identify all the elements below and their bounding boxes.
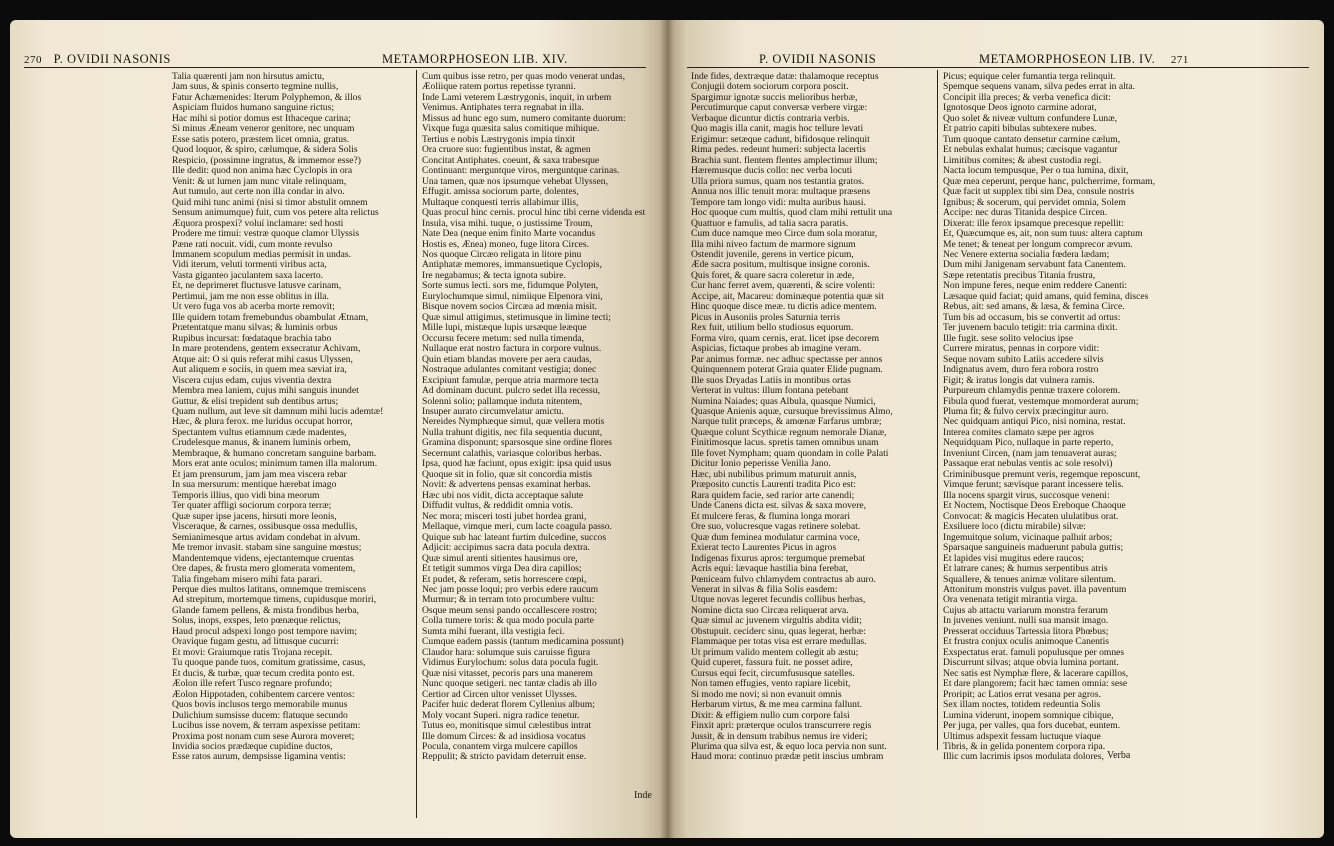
verse-line: Ulla priora sumus, quam nos testantia gratos. <box>691 176 865 187</box>
verse-line: Annua nos illic tenuit mora: multaque præsens <box>691 187 871 198</box>
verse-line: Ad strepitum, mortemque timens, cupidusque moriri, <box>172 595 377 606</box>
verse-line: Convocat: & magicis Hecaten ululatibus orat. <box>943 511 1119 522</box>
verse-line: Hinc quoque disce meæ. tu dictis adice mentem. <box>691 302 877 313</box>
verse-line: Novit: & advertens pensas examinat herbas. <box>422 480 591 491</box>
verse-line: Plurima qua silva est, & equo loca pervia non sunt. <box>691 742 887 752</box>
verse-line: Dixerat: ille ferox ipsamque precesque repellit: <box>943 218 1124 229</box>
verse-line: Ingemuitque solum, vicinaque palluit arbos; <box>943 532 1113 543</box>
verse-line: Ultimus adspexit fessam luctuque viaque <box>943 731 1101 742</box>
verse-line: Et Noctem, Noctisque Deos Ereboque Chaoque <box>943 501 1126 512</box>
verse-line: Illa mihi niveo factum de marmore signum <box>691 239 856 250</box>
verse-line: Cur hanc ferret avem, quærenti, & scire volenti: <box>691 281 876 292</box>
catchword: Inde <box>634 790 652 801</box>
verse-line: Cursus equi fecit, circumfususque satelles. <box>691 668 855 679</box>
verse-line: Me tenet; & teneat per longum comprecor ævum. <box>943 239 1133 250</box>
verse-line: Diffudit vultus, & reddidit omnia votis. <box>422 501 573 512</box>
verse-line: Membraque, & humano concretam sanguine barbam. <box>172 448 377 459</box>
verse-line: Et lapides visi mugitus edere raucos; <box>943 553 1084 564</box>
verse-line: Nec mora; misceri tosti jubet hordea grani, <box>422 511 587 522</box>
header-rule <box>24 67 646 68</box>
verse-line: Non tamen effugies, vento rapiare licebit, <box>691 679 851 690</box>
verse-line: Seque novam subito Latiis accedere silvis <box>943 354 1104 365</box>
catchword: Verba <box>1107 750 1131 761</box>
verse-line: Temporis illius, quo vidi bina meorum <box>172 490 320 501</box>
verse-line: Erigimur: setæque cadunt, bifidosque relinquit <box>691 134 870 145</box>
verse-line: Cujus ab attactu variarum monstra ferarum <box>943 605 1108 616</box>
verse-line: Quid cuperet, fassura fuit. ne posset adire, <box>691 658 853 669</box>
verse-line: Tum quoque cantato densetur carmine cælum, <box>943 134 1121 145</box>
verse-line: Sensum animumque) fuit, cum vos petere alta relictus <box>172 208 379 219</box>
verse-line: Ut primum valido mentem collegit ab æstu; <box>691 647 859 658</box>
verse-line: Multaque conquesti terris allabimur illis, <box>422 197 579 208</box>
verse-line: Quæ simul ac juvenem virgultis abdita vidit; <box>691 616 862 627</box>
verse-line: Tutus eo, monitisque simul cælestibus intrat <box>422 721 592 732</box>
verse-line: Perque dies multos latitans, omnemque tremiscens <box>172 584 366 595</box>
verse-line: Et patrio capiti bibulas subtexere nubes. <box>943 124 1097 135</box>
verse-line: Oravique fugam gestu, ad littusque cucurri: <box>172 637 339 648</box>
verse-line: Æde sacra positum, multisque insigne coronis. <box>691 260 870 271</box>
verse-line: Ore suo, volucresque vagas retinere solebat. <box>691 522 861 533</box>
verse-line: Ire negabamus; & tecta ignota subire. <box>422 270 566 281</box>
verse-line: Una tamen, quæ nos ipsumque vehebat Ulyssen, <box>422 176 608 187</box>
verse-column-b <box>943 72 1187 763</box>
page-number: 270 <box>24 54 42 66</box>
verse-line: Ora venenata tetigit mirantia virga. <box>943 595 1078 606</box>
verse-line: Vidimus Eurylochum: solus data pocula fugit. <box>422 658 599 669</box>
verse-line: Quasque Anienis aquæ, cursuque brevissimus Almo, <box>691 407 893 417</box>
verse-line: Pæne rati nocuit. vidi, cum monte revulso <box>172 239 333 250</box>
verse-line: Rara quidem facie, sed rarior arte canendi; <box>691 490 855 501</box>
verse-line: Immanem scopulum medias permisit in undas. <box>172 249 352 260</box>
verse-line: Dulichium sumsisse ducem: flatuque secundo <box>172 710 348 721</box>
verse-line: Concitat Antiphates. coeunt, & saxa trabesque <box>422 155 600 166</box>
verse-line: Nos quoque Circæo religata in litore pinu <box>422 249 582 260</box>
verse-line: Nomine dicta suo Circæa reliquerat arva. <box>691 605 849 616</box>
verse-line: Hæc, & plura ferox. me luridus occupat horror, <box>172 417 353 428</box>
verse-line: Solus, inops, exspes, leto pœnæque relictus, <box>172 616 341 627</box>
verse-line: Venimus. Antiphates terra regnabat in illa. <box>422 103 584 114</box>
verse-line: Cumque eadem passis (tantum medicamina possunt) <box>422 637 624 648</box>
verse-line: Effugit. amissa sociorum parte, dolentes, <box>422 187 579 198</box>
book-gutter <box>660 20 674 838</box>
verse-line: Pacifer huic dederat florem Cyllenius album; <box>422 700 595 711</box>
verse-line: Narque tulit præceps, & amœnæ Farfarus umbræ; <box>691 417 882 428</box>
verse-line: Squallere, & tenues animæ volitare silentum. <box>943 574 1116 585</box>
verse-line: Passaque erat nebulas ventis ac sole resolvi) <box>943 459 1113 470</box>
running-head-title: METAMORPHOSEON LIB. XIV. <box>382 52 568 66</box>
verse-line: Inde Lami veterem Læstrygonis, inquit, in urbem <box>422 92 612 103</box>
verse-line: Æolon Hippotaden, cohibentem carcere ventos: <box>172 689 355 700</box>
verse-line: Conjugii dotem sociorum corpora poscit. <box>691 82 849 93</box>
verse-line: Fibula quod fuerat, vestemque momorderat aurum; <box>943 396 1139 407</box>
verse-line: Ignibus; & socerum, qui pervidet omnia, Solem <box>943 197 1126 208</box>
verse-line: Nulla trahunt digitis, nec fila sequentia ducunt, <box>422 427 603 438</box>
verse-line: Nacta locum tempusque, Per o tua lumina, dixit, <box>943 166 1129 177</box>
verse-line: Gramina disponunt; sparsosque sine ordine flores <box>422 438 612 449</box>
verse-line: Hæc ubi nos vidit, dicta acceptaque salute <box>422 490 584 501</box>
verse-line: Et movi: Graiumque ratis Trojana recepit. <box>172 647 333 658</box>
verse-line: Guttur, & elisi trepident sub dentibus artus; <box>172 396 339 407</box>
verse-line: Verbaque dicuntur dictis contraria verbis. <box>691 113 850 124</box>
verse-line: Limitibus comites; & abest custodia regi. <box>943 155 1102 166</box>
verse-line: Et ducis, & turbæ, quæ tecum credita ponto est. <box>172 668 355 679</box>
verse-line: Nec Venere externa socialia fœdera lædam; <box>943 249 1110 260</box>
verse-line: Presserat occiduus Tartessia litora Phœbus; <box>943 626 1109 637</box>
verse-line: Solenni solio; pallamque induta nitentem, <box>422 396 583 407</box>
verse-line: Sex illam noctes, totidem redeuntia Solis <box>943 700 1101 711</box>
verse-line: Sorte sumus lecti. sors me, fidumque Polyten, <box>422 281 599 292</box>
verse-line: Vasta giganteo jaculantem saxa lacerto. <box>172 270 324 281</box>
column-divider <box>937 70 938 750</box>
verse-line: Hæremusque ducis collo: nec verba locuti <box>691 166 853 177</box>
verse-line: Utque novas legeret fecundis collibus herbas, <box>691 595 866 606</box>
verse-line: Indignatus avem, duro fera robora rostro <box>943 365 1099 376</box>
verse-line: Atque ait: O si quis referat mihi casus Ulyssen, <box>172 354 353 365</box>
verse-line: Continuant: merguntque viros, merguntque carinas. <box>422 166 620 177</box>
verse-line: Insula, visa mihi. tuque, o justissime Troum, <box>422 218 593 229</box>
verse-line: Hoc quoque cum multis, quod clam mihi rettulit una <box>691 208 893 219</box>
verse-line: Et nebulas exhalat humus; cæcisque vagantur <box>943 145 1118 156</box>
verse-line: Nec jam posse loqui; pro verbis edere raucum <box>422 584 599 595</box>
verse-line: Me tremor invasit. stabam sine sanguine mœstus; <box>172 543 362 554</box>
verse-line: Crudelesque manus, & inanem luminis orbem, <box>172 438 351 449</box>
verse-line: Nunc quoque setigeri. nec tantæ cladis ab illo <box>422 679 597 690</box>
verse-line: Forma viro, quam cernis, erat. licet ipse decorem <box>691 333 880 344</box>
verse-line: Venerat in silvas & filia Solis easdem: <box>691 584 838 595</box>
verse-line: Aspicias, fictaque probes ab imagine veram. <box>691 344 862 355</box>
verse-line: Ille fugit. sese solito velocius ipse <box>943 333 1074 344</box>
verse-line: Herbarum virtus, & me mea carmina fallunt. <box>691 700 863 711</box>
verse-line: Quæ facit ut supplex tibi sim Dea, consule nostris <box>943 187 1135 198</box>
verse-line: Quique sub hac lateant furtim dulcedine, succos <box>422 532 607 543</box>
verse-line: Rex fuit, utilium bello studiosus equorum. <box>691 323 854 334</box>
verse-line: Vimque ferunt; sævisque parant incessere telis. <box>943 480 1124 491</box>
verse-line: Lucibus isse novem, & terram aspexisse petitam: <box>172 721 361 732</box>
verse-line: Quin etiam blandas movere per aera caudas, <box>422 354 592 365</box>
verse-line: Criminibusque premunt veris, regemque reposcunt, <box>943 469 1141 480</box>
verse-line: Certior ad Circen ultor venisset Ulysses. <box>422 689 578 700</box>
verse-line: Prætentatque manu silvas; & luminis orbus <box>172 323 338 334</box>
verse-line: Per juga, per valles, qua fors ducebat, euntem. <box>943 721 1121 732</box>
verse-line: Aut tumulo, aut certe non illa condar in alvo. <box>172 187 345 198</box>
verse-line: Jam suus, & spinis conserto tegmine nullis, <box>172 82 339 93</box>
verse-line: Et pudet, & referam, setis horrescere cœpi, <box>422 574 587 585</box>
left-page-number-and-head <box>24 52 171 67</box>
verse-line: Quæ mea ceperunt, perque hanc, pulcherrime, formam, <box>943 176 1156 187</box>
verse-line: Unde Canens dicta est. silvas & saxa movere, <box>691 501 867 512</box>
verse-line: Purpureum chlamydis pennæ traxere colorem. <box>943 386 1121 397</box>
verse-line: Illic cum lacrimis ipsos modulata dolores, <box>943 752 1104 763</box>
verse-line: In juvenes veniunt. nulli sua mansit imago. <box>943 616 1109 627</box>
verse-line: Et tetigit summos virga Dea dira capillos; <box>422 564 582 575</box>
verse-line: Ille dedit: quod non anima hæc Cyclopis in ora <box>172 166 353 177</box>
verse-line: Quis foret, & quare sacra coleretur in æde, <box>691 270 855 281</box>
verse-line: Ter juvenem baculo tetigit: tria carmina dixit. <box>943 323 1118 334</box>
verse-line: Tibris, & in gelida ponentem corpora ripa. <box>943 742 1106 752</box>
verse-line: Quinquennem poterat Graia quater Elide pugnam. <box>691 365 883 376</box>
verse-line: Moly vocant Superi. nigra radice tenetur. <box>422 710 580 721</box>
verse-line: Hac mihi si potior domus est Ithaceque carina; <box>172 113 351 124</box>
verse-line: Glande famem pellens, & mista frondibus herba, <box>172 605 360 616</box>
verse-line: Nec quidquam antiqui Pico, nisi nomina, restat. <box>943 417 1126 428</box>
verse-line: Et frustra conjux oculis animoque Canentis <box>943 637 1109 648</box>
verse-line: Picus in Ausoniis proles Saturnia terris <box>691 312 840 323</box>
verse-line: Insuper aurato circumvelatur amictu. <box>422 407 564 417</box>
verse-line: Nec satis est Nymphæ flere, & lacerare capillos, <box>943 668 1129 679</box>
verse-line: Nostraque adulantes comitant vestigia; donec <box>422 365 597 376</box>
verse-line: Mors erat ante oculos; minimum tamen illa malorum. <box>172 459 378 470</box>
verse-line: Mellaque, vimque meri, cum lacte coagula passo. <box>422 522 612 533</box>
verse-line: Ille domum Circes: & ad insidiosa vocatus <box>422 731 586 742</box>
page-number: 271 <box>1170 54 1189 66</box>
verse-line: Et, Quæcumque es, ait, non sum tuus: altera captum <box>943 229 1143 240</box>
verse-line: Pœniceam fulvo chlamydem contractus ab auro. <box>691 574 876 585</box>
verse-line: Æquora prospexi? voluí inclamare: sed hosti <box>172 218 344 229</box>
verse-line: Proripit; ac Latios errat vesana per agros. <box>943 689 1101 700</box>
verse-line: Numina Naiades; quas Albula, quasque Numici, <box>691 396 876 407</box>
verse-line: Nate Dea (neque enim finito Marte vocandus <box>422 229 596 240</box>
verse-line: Ter quater affligi sociorum corpora terræ; <box>172 501 332 512</box>
verse-line: Rima pedes. redeunt humeri: subjecta lacertis <box>691 145 866 156</box>
verse-line: Colla tumere toris: & qua modo pocula parte <box>422 616 594 627</box>
verse-line: Si minus Æneam veneror genitore, nec unquam <box>172 124 355 135</box>
verse-line: Rupibus incursat: fœdataque brachia tabo <box>172 333 332 344</box>
verse-line: Claudor hara: solumque suis caruisse figura <box>422 647 591 658</box>
verse-line: Quattuor e famulis, ad talia sacra paratis. <box>691 218 849 229</box>
verse-line: Proxima post nonam cum sese Aurora moveret; <box>172 731 355 742</box>
verse-line: Ora cruore suo: fugientibus instat, & agmen <box>422 145 591 156</box>
verse-line: Inde fides, dextræque datæ: thalamoque receptus <box>691 72 879 82</box>
verse-line: Quod loquor, & spiro, cælumque, & sidera Solis <box>172 145 358 156</box>
verse-line: Esse satis potero, præstem licet omnia, gratus. <box>172 134 350 145</box>
verse-line: Finitimosque lacus. spretis tamen omnibus unam <box>691 438 879 449</box>
verse-line: Quam nullum, aut leve sit damnum mihi lucis ademtæ! <box>172 407 384 417</box>
verse-line: Quo magis illa canit, magis hoc tellure levati <box>691 124 864 135</box>
verse-line: Quæ simul attigimus, stetimusque in limine tecti; <box>422 312 611 323</box>
verse-line: Percutimurque caput conversæ verbere virgæ: <box>691 103 868 114</box>
verse-line: Sæpe retentatis precibus Titania frustra, <box>943 270 1096 281</box>
verse-line: Secernunt calathis, variasque coloribus herbas. <box>422 448 602 459</box>
verse-line: Membra mea laniem, cujus mihi sanguis inundet <box>172 386 359 397</box>
verse-line: Æolon ille refert Tusco regnare profundo; <box>172 679 333 690</box>
verse-column-a <box>691 72 935 763</box>
verse-line: Acris equi: lævaque hastilia bina ferebat, <box>691 564 849 575</box>
verse-line: Quæ nisi vitasset, pecoris pars una manerem <box>422 668 593 679</box>
verse-line: Esse ratos aurum, dempsisse ligamina ventis: <box>172 752 346 763</box>
verse-line: Missus ad hunc ego sum, numero comitante duorum: <box>422 113 626 124</box>
verse-line: Quæ super ipse jacens, hirsuti more leonis, <box>172 511 337 522</box>
verse-line: Par animus formæ. nec adhuc spectasse per annos <box>691 354 883 365</box>
verse-line: Occursu fecere metum: sed nulla timenda, <box>422 333 584 344</box>
verse-line: Ille quidem totam fremebundus obambulat Ætnam, <box>172 312 369 323</box>
verse-line: Dum mihi Janigenam servabunt fata Canentem. <box>943 260 1126 271</box>
verse-line: Inveniunt Circen, (nam jam tenuaverat auras; <box>943 448 1117 459</box>
verse-line: Vidi iterum, veluti tormenti viribus acta, <box>172 260 327 271</box>
verse-line: Ille suos Dryadas Latiis in montibus ortas <box>691 375 851 386</box>
verse-line: Ipsa, quod hæ faciunt, opus exigit: ipsa quid usus <box>422 459 612 470</box>
verse-line: Præposito cunctis Laurenti tradita Pico est: <box>691 480 856 491</box>
verse-line: Non impune feres, neque enim reddere Canenti: <box>943 281 1128 292</box>
verse-line: Sumta mihi fuerant, illa vestigia feci. <box>422 626 565 637</box>
verse-line: Bisque novem socios Circæa ad mœnia misit. <box>422 302 598 313</box>
verse-line: Jussit, & in densum trabibus nemus ire videri; <box>691 731 868 742</box>
verse-line: Accipe, ait, Macareu: dominæque potentia quæ sit <box>691 291 884 302</box>
verse-line: Ille fovet Nympham; quam quondam in colle Palati <box>691 448 889 459</box>
verse-line: Tu quoque pande tuos, comitum gratissime, casus, <box>172 658 366 669</box>
verse-line: Indigenas fixurus apros: tergumque premebat <box>691 553 866 564</box>
verse-line: Exspectatus erat. famuli populusque per omnes <box>943 647 1125 658</box>
verse-line: Quid mihi tunc animi (nisi si timor abstulit omnem <box>172 197 368 208</box>
verse-line: Spargimur ignotæ succis melioribus herbæ, <box>691 92 858 103</box>
verse-line: In sua mersurum: mentique hærebat imago <box>172 480 337 491</box>
verse-line: Quæ simul arenti sitientes hausimus ore, <box>422 553 578 564</box>
running-head-author: P. OVIDII NASONIS <box>759 52 877 66</box>
verse-line: Æoliique ratem portus repetisse tyranni. <box>422 82 576 93</box>
verse-line: Eurylochumque simul, nimiique Elpenora vini, <box>422 291 603 302</box>
verse-line: Aut aliquem e sociis, in quem mea sæviat ira, <box>172 365 347 376</box>
verse-line: Respicio, (possimne ingratus, & immemor esse?) <box>172 155 361 166</box>
left-page <box>10 20 667 838</box>
verse-line: Brachia sunt. flentem flentes amplectimur illum; <box>691 155 878 166</box>
verse-line: Venit: & ut lumen jam nunc vitale relinquam, <box>172 176 347 187</box>
verse-line: Sparsaque sanguineis maduerunt pabula guttis; <box>943 543 1124 554</box>
verse-line: Pluma fit; & fulvo cervix præcingitur auro. <box>943 407 1109 417</box>
verse-line: Et dare plangorem; facit hæc tamen omnia: sese <box>943 679 1128 690</box>
running-head-author: P. OVIDII NASONIS <box>53 52 171 66</box>
verse-line: Haud mora: continuo prædæ petit inscius umbram <box>691 752 884 763</box>
verse-line: Invidia socios prædæque cupidine ductos, <box>172 742 333 752</box>
verse-line: Pertimui, jam me non esse oblitus in illa. <box>172 291 329 302</box>
verse-line: Ostendit juvenile, gerens in vertice picum, <box>691 249 854 260</box>
verse-line: Ignotosque Deos ignoto carmine adorat, <box>943 103 1097 114</box>
verse-line: Spemque sequens vanam, silva pedes errat in alta. <box>943 82 1136 93</box>
verse-line: Adjicit: accipimus sacra data pocula dextra. <box>422 543 590 554</box>
verse-line: Verterat in vultus: illum fontana petebant <box>691 386 849 397</box>
verse-line: Quas procul hinc cernis. procul hinc tibi cerne videnda est <box>422 208 646 219</box>
verse-column-b <box>422 72 662 763</box>
verse-line: Obstupuit. ceciderc sinu, quas legerat, herbæ: <box>691 626 866 637</box>
verse-line: Murmur; & in terram toto procumbere vultu: <box>422 595 595 606</box>
verse-column-a <box>172 72 412 763</box>
right-page-head <box>979 52 1189 67</box>
verse-line: Pocula, conantem virga mulcere capillos <box>422 742 578 752</box>
verse-line: Figit; & iratus longis dat vulnera ramis. <box>943 375 1095 386</box>
verse-line: Et jam prensurum, jam jam mea viscera rebar <box>172 469 347 480</box>
verse-line: Tempore tam longo vidi: multa auribus hausi. <box>691 197 866 208</box>
verse-line: Et latrare canes; & humus serpentibus atris <box>943 564 1108 575</box>
verse-line: Reppulit; & stricto pavidam deterruit ense. <box>422 752 587 763</box>
verse-line: Concipit illa preces; & verba venefica dicit: <box>943 92 1111 103</box>
verse-line: Cum quibus isse retro, per quas modo venerat undas, <box>422 72 626 82</box>
verse-line: Viscera cujus edam, cujus viventia dextra <box>172 375 332 386</box>
running-head-title: METAMORPHOSEON LIB. IV. <box>979 52 1156 66</box>
verse-line: Talia fingebam misero mihi fata parari. <box>172 574 323 585</box>
header-rule <box>687 67 1309 68</box>
verse-line: Tum bis ad occasum, bis se convertit ad ortus: <box>943 312 1121 323</box>
verse-line: Spectantem vultus etiamnum cæde madentes, <box>172 427 347 438</box>
column-divider <box>416 70 417 818</box>
verse-line: Et, ne deprimeret fluctusve latusve carinam, <box>172 281 342 292</box>
verse-line: Quo solet & niveæ vultum confundere Lunæ, <box>943 113 1117 124</box>
verse-line: Nereides Nymphæque simul, quæ vellera motis <box>422 417 605 428</box>
verse-line: Ad dominam ducunt. pulcro sedet illa recessu, <box>422 386 600 397</box>
verse-line: Currere miratus, pennas in corpore vidit: <box>943 344 1100 355</box>
verse-line: Tertius e nobis Læstrygonis impia tinxit <box>422 134 576 145</box>
verse-line: Mandentemque videns, ejectantemque cruentas <box>172 553 354 564</box>
verse-line: Illa nocens spargit virus, succosque veneni: <box>943 490 1110 501</box>
verse-line: Prodere me timui: vestræ quoque clamor Ulyssis <box>172 229 360 240</box>
verse-line: Et mulcere feras, & flumina longa morari <box>691 511 851 522</box>
verse-line: Fatur Achæmenides: Iterum Polyphemon, & illos <box>172 92 362 103</box>
verse-line: Discurrunt silvas; atque obvia lumina portant. <box>943 658 1119 669</box>
verse-line: Quæ dum feminea modulatur carmina voce, <box>691 532 860 543</box>
verse-line: Semianimesque artus avidam condebat in alvum. <box>172 532 361 543</box>
verse-line: Vixque fuga quæsita salus comitique mihique. <box>422 124 600 135</box>
verse-line: Lumina viderunt, inopem somnique cibique, <box>943 710 1114 721</box>
verse-line: Excipiunt famulæ, perque atria marmore tecta <box>422 375 599 386</box>
verse-line: Antiphatæ memores, immansuetique Cyclopis, <box>422 260 602 271</box>
verse-line: Hostis es, Ænea) moneo, fuge litora Circes. <box>422 239 590 250</box>
verse-line: Nequidquam Pico, nullaque in parte reperto, <box>943 438 1114 449</box>
verse-line: Hæc, ubi nubilibus primum maturuit annis, <box>691 469 857 480</box>
verse-line: Rebus, ait: sed amans, & læsa, & femina Circe. <box>943 302 1125 313</box>
verse-line: Quos bovis inclusos tergo memorabile munus <box>172 700 348 711</box>
verse-line: Ut vero fuga vos ab acerba morte removit; <box>172 302 335 313</box>
verse-line: Dicitur Ionio peperisse Venilia Jano. <box>691 459 831 470</box>
verse-line: Quæque colunt Scythicæ regnum nemorale Dianæ, <box>691 427 887 438</box>
verse-line: Accipe: nec duras Titanida despice Circen. <box>943 208 1108 219</box>
verse-line: Exsiluere loco (dictu mirabile) silvæ: <box>943 522 1086 533</box>
verse-line: Osque meum sensi pando occallescere rostro; <box>422 605 598 616</box>
verse-line: Picus; equique celer fumantia terga relinquit. <box>943 72 1116 82</box>
verse-line: Visceraque, & carnes, ossibusque ossa medullis, <box>172 522 358 533</box>
right-page <box>667 20 1324 838</box>
verse-line: Quoque sit in folio, quæ sit concordia mistis <box>422 469 593 480</box>
open-book-spread <box>10 20 1324 838</box>
verse-line: Aspiciam fluidos humano sanguine rictus; <box>172 103 335 114</box>
verse-line: Ore dapes, & frusta mero glomerata vomentem, <box>172 564 356 575</box>
verse-line: Mille lupi, mistæque lupis ursæque leæque <box>422 323 587 334</box>
verse-line: Flammaque per totas visa est errare medullas. <box>691 637 867 648</box>
verse-line: Dixit: & effigiem nullo cum corpore falsi <box>691 710 850 721</box>
verse-line: Interea comites clamato sæpe per agros <box>943 427 1095 438</box>
verse-line: Talia quærenti jam non hirsutus amictu, <box>172 72 325 82</box>
verse-line: Nullaque erat nostro factura in corpore vulnus. <box>422 344 602 355</box>
verse-line: Haud procul adspexi longo post tempore navim; <box>172 626 357 637</box>
verse-line: Exierat tecto Laurentes Picus in agros <box>691 543 837 554</box>
verse-line: Cum duce namque meo Circe dum sola moratur, <box>691 229 878 240</box>
verse-line: Finxit apri: præterque oculos transcurrere regis <box>691 721 872 732</box>
verse-line: Si modo me novi; si non evanuit omnis <box>691 689 842 700</box>
verse-line: Læsaque quid faciat; quid amans, quid femina, disces <box>943 291 1149 302</box>
verse-line: Attonitum monstris vulgus pavet. illa paventum <box>943 584 1127 595</box>
verse-line: In mare protendens, gentem exsecratur Achivam, <box>172 344 361 355</box>
